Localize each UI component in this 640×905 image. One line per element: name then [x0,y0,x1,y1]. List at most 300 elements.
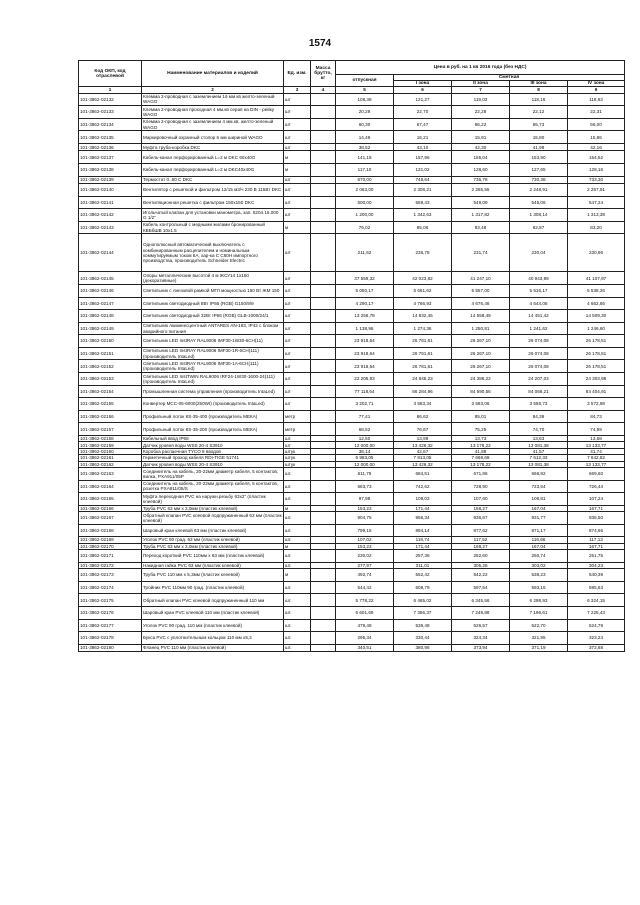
row-zone-2-price: 5 557,00 [452,284,510,297]
row-release-price: 6 983,05 [336,455,394,461]
header-name: Наименование материалов и изделий [142,61,284,87]
header-mass: Масса брутто, кг [311,61,336,87]
row-code: 101-3862-02162 [79,461,142,467]
row-name: Накидная гайка PVC 63 мм (пластик клеевой) [142,562,284,568]
column-number: 5 [336,87,394,93]
row-unit: м [284,569,311,582]
row-zone-2-price: 13 178,22 [452,461,510,467]
row-zone-2-price: 549,09 [452,196,510,209]
row-zone-4-price: 669,60 [568,468,625,481]
row-zone-2-price: 1 317,82 [452,209,510,222]
row-zone-1-price: 536,48 [394,619,452,632]
row-release-price: 60,30 [336,118,394,131]
row-unit: метр [284,423,311,436]
row-zone-3-price: 41,99 [510,143,568,150]
row-zone-2-price: 41 247,10 [452,272,510,285]
row-zone-4-price: 4 662,66 [568,297,625,310]
row-zone-4-price: 84 404,91 [568,385,625,398]
row-mass [311,151,336,164]
row-zone-1-price: 85,06 [394,221,452,234]
row-zone-3-price: 871,17 [510,524,568,537]
row-zone-2-price: 252,60 [452,550,510,563]
row-zone-2-price: 41,88 [452,448,510,454]
row-zone-1-price: 559,43 [394,196,452,209]
row-zone-3-price: 7 612,33 [510,455,568,461]
table-row [79,524,625,537]
row-zone-3-price: 26 074,08 [510,335,568,348]
row-zone-3-price: 41,57 [510,448,568,454]
row-zone-2-price: 24 386,22 [452,373,510,386]
row-code: 101-3862-02150 [79,335,142,348]
row-zone-3-price: 250,74 [510,550,568,563]
row-name: Маркировочный охранный стопор 6 мм шириной WAGO [142,131,284,144]
row-zone-2-price: 14 558,49 [452,310,510,323]
row-unit: шт. [284,436,311,442]
row-code: 101-3862-02141 [79,196,142,209]
row-code: 101-3862-02164 [79,480,142,493]
row-zone-4-price: 66,00 [568,118,625,131]
column-number: 3 [284,87,311,93]
row-code: 101-3862-02154 [79,385,142,398]
row-zone-2-price: 526,57 [452,619,510,632]
column-number: 6 [394,87,452,93]
row-code: 101-3862-02155 [79,398,142,411]
row-mass [311,176,336,183]
row-zone-1-price: 956,34 [394,512,452,525]
row-zone-1-price: 67,47 [394,118,452,131]
row-mass [311,118,336,131]
row-name: Шаровый кран клеевой 63 мм (пластик клеевой) [142,524,284,537]
row-zone-3-price: 1 308,14 [510,209,568,222]
row-code: 101-3862-02168 [79,524,142,537]
table-row [79,347,625,360]
header-zone-4: IV зона [568,81,625,87]
row-unit: шт. [284,594,311,607]
row-code: 101-3862-02176 [79,606,142,619]
row-zone-1-price: 26 761,61 [394,360,452,373]
row-release-price: 20,29 [336,106,394,119]
table-row [79,297,625,310]
table-row [79,360,625,373]
table-row [79,322,625,335]
row-code: 101-3862-02153 [79,373,142,386]
row-release-price: 77,41 [336,410,394,423]
table-row [79,143,625,150]
row-zone-4-price: 5 538,26 [568,284,625,297]
row-zone-3-price: 371,19 [510,644,568,651]
row-zone-4-price: 13,68 [568,436,625,442]
row-zone-4-price: 41,74 [568,448,625,454]
row-zone-4-price: 154,52 [568,151,625,164]
row-zone-3-price: 14 451,42 [510,310,568,323]
row-zone-4-price: 595,63 [568,581,625,594]
row-code: 101-3862-02146 [79,284,142,297]
row-unit: шт [284,373,311,386]
table-row [79,550,625,563]
row-code: 101-3862-02156 [79,410,142,423]
row-zone-1-price: 171,44 [394,505,452,511]
row-zone-1-price: 749,64 [394,176,452,183]
row-zone-2-price: 597,54 [452,581,510,594]
row-zone-3-price: 303,02 [510,562,568,568]
row-code: 101-3862-02166 [79,505,142,511]
table-row [79,272,625,285]
row-release-price: 107,02 [336,537,394,543]
row-zone-3-price: 5 516,17 [510,284,568,297]
table-row [79,196,625,209]
table-row [79,619,625,632]
table-row [79,221,625,234]
row-zone-1-price: 311,01 [394,562,452,568]
table-row [79,118,625,131]
row-zone-1-price: 14 832,45 [394,310,452,323]
column-number: 2 [142,87,284,93]
row-zone-4-price: 733,30 [568,176,625,183]
row-zone-3-price: 13,63 [510,436,568,442]
header-zone-2: II зона [452,81,510,87]
row-zone-4-price: 13 133,77 [568,461,625,467]
row-zone-1-price: 109,03 [394,493,452,506]
row-zone-2-price: 128,60 [452,163,510,176]
row-zone-1-price: 171,44 [394,543,452,549]
table-row [79,632,625,645]
row-zone-2-price: 13,73 [452,436,510,442]
row-unit: шт [284,297,311,310]
row-zone-3-price: 1 241,62 [510,322,568,335]
row-release-price: 117,10 [336,163,394,176]
row-zone-2-price: 13 178,22 [452,442,510,448]
row-unit: штук [284,455,311,461]
row-release-price: 6 601,69 [336,606,394,619]
row-zone-4-price: 6 324,15 [568,594,625,607]
row-mass [311,163,336,176]
row-name: Датчик уровня воды WSS 20-4 S3910 [142,461,284,467]
row-mass [311,221,336,234]
row-mass [311,234,336,272]
row-zone-2-price: 671,86 [452,468,510,481]
row-zone-4-price: 1 313,38 [568,209,625,222]
row-zone-4-price: 540,39 [568,569,625,582]
row-zone-4-price: 874,66 [568,524,625,537]
table-row [79,310,625,323]
page-number: 1574 [308,38,332,49]
row-zone-3-price: 15,80 [510,131,568,144]
row-zone-1-price: 5 651,62 [394,284,452,297]
row-zone-1-price: 86 284,96 [394,385,452,398]
row-unit: шт. [284,632,311,645]
row-zone-4-price: 107,24 [568,493,625,506]
row-name: Светильник светодиодный 8Вт IP66 (RGB) G150/9/9 [142,297,284,310]
row-zone-1-price: 330,44 [394,632,452,645]
row-code: 101-3862-02149 [79,322,142,335]
row-unit: штук [284,448,311,454]
row-name: Переход короткий PVC 110мм х 63 мм (пластик клеевой) [142,550,284,563]
row-release-price: 12 000,00 [336,461,394,467]
row-zone-4-price: 84,73 [568,410,625,423]
row-zone-3-price: 153,90 [510,151,568,164]
row-zone-3-price: 40 943,99 [510,272,568,285]
row-release-price: 3 202,71 [336,398,394,411]
row-mass [311,272,336,285]
row-unit: шт [284,335,311,348]
price-table [78,60,625,652]
row-zone-2-price: 936,67 [452,512,510,525]
row-unit: шт. [284,562,311,568]
row-mass [311,493,336,506]
row-zone-2-price: 26 267,10 [452,360,510,373]
row-mass [311,619,336,632]
row-code: 101-3862-02170 [79,543,142,549]
row-zone-2-price: 107,60 [452,493,510,506]
table-row [79,493,625,506]
row-code: 101-3862-02178 [79,632,142,645]
row-code: 101-3862-02138 [79,163,142,176]
row-mass [311,93,336,106]
row-zone-2-price: 66,22 [452,118,510,131]
row-name: Уголок PVC 90 град. 63 мм (пластик клеевой) [142,537,284,543]
row-zone-2-price: 2 265,55 [452,183,510,196]
table-row [79,209,625,222]
row-release-price: 670,00 [336,176,394,183]
row-name: Обратный клапан PVC клеевой подпружиненный 110 мм [142,594,284,607]
row-zone-1-price: 684,51 [394,468,452,481]
row-code: 101-3862-02165 [79,493,142,506]
row-zone-4-price: 167,71 [568,543,625,549]
row-mass [311,322,336,335]
row-zone-1-price: 22,70 [394,106,452,119]
row-zone-1-price: 6 465,02 [394,594,452,607]
price-table-body [79,93,625,651]
row-release-price: 904,75 [336,512,394,525]
row-code: 101-3862-02132 [79,93,142,106]
row-name: Букса PVC с уплотнительным кольцом 110 мм х5,3 [142,632,284,645]
row-zone-3-price: 7 196,61 [510,606,568,619]
row-zone-3-price: 118,16 [510,93,568,106]
row-zone-1-price: 1 274,36 [394,322,452,335]
row-zone-3-price: 6 298,93 [510,594,568,607]
table-row [79,385,625,398]
row-zone-1-price: 131,02 [394,163,452,176]
row-zone-3-price: 26 074,08 [510,360,568,373]
row-zone-3-price: 593,15 [510,581,568,594]
row-release-price: 500,00 [336,196,394,209]
row-zone-2-price: 119,03 [452,93,510,106]
row-zone-1-price: 13 426,32 [394,461,452,467]
row-release-price: 23 918,64 [336,347,394,360]
table-row [79,594,625,607]
row-release-price: 340,51 [336,644,394,651]
row-code: 101-3862-02157 [79,423,142,436]
row-code: 101-3862-02137 [79,151,142,164]
row-release-price: 14,49 [336,131,394,144]
table-row [79,151,625,164]
row-release-price: 4 290,17 [336,297,394,310]
row-zone-1-price: 4 766,93 [394,297,452,310]
row-zone-2-price: 15,91 [452,131,510,144]
row-zone-4-price: 26 178,51 [568,347,625,360]
row-code: 101-3862-02142 [79,209,142,222]
row-zone-2-price: 168,27 [452,505,510,511]
row-zone-1-price: 157,96 [394,151,452,164]
row-code: 101-3862-02133 [79,106,142,119]
row-name: Светильник LED InstRAY RAL9006 IMF30-1R-6CH(111) (производитель IntaLed) [142,347,284,360]
row-zone-3-price: 230,04 [510,234,568,272]
row-zone-4-price: 3 572,98 [568,398,625,411]
row-mass [311,310,336,323]
table-row [79,606,625,619]
row-zone-1-price: 26 761,61 [394,335,452,348]
row-code: 101-3862-02143 [79,221,142,234]
row-code: 101-3862-02167 [79,512,142,525]
row-mass [311,581,336,594]
row-zone-1-price: 380,98 [394,644,452,651]
row-release-price: 479,49 [336,619,394,632]
row-name: Светильник с линзовой рамкой МГЛ мощностью 150 Вт ЖМ 150 [142,284,284,297]
column-number: 4 [311,87,336,93]
row-name: Игольчатый клапан для установки манометра, зап. 5204.16.000 G 1/2" [142,209,284,222]
row-release-price: 230,02 [336,550,394,563]
row-unit: м [284,543,311,549]
row-name: Вентилятор с решеткой и фильтром 12/15 м3/ч 230 В 115Вт DKC [142,183,284,196]
row-name: Клемма 2-проводная проходная 4 мм.кв серая на DIN - рейку WAGO [142,106,284,119]
row-unit: метр [284,410,311,423]
row-release-price: 38,52 [336,143,394,150]
row-zone-4-price: 2 257,91 [568,183,625,196]
table-row [79,644,625,651]
table-row [79,131,625,144]
row-release-price: 1 200,00 [336,209,394,222]
row-name: Вентиляционная решетка с фильтром 150х150 DKC [142,196,284,209]
row-name: Светильник люминесцентный ANTARES AN-193, IP42 с блоком аварийного питания [142,322,284,335]
row-code: 101-3862-02148 [79,310,142,323]
row-zone-2-price: 373,94 [452,644,510,651]
row-release-price: 22 205,93 [336,373,394,386]
row-zone-4-price: 372,68 [568,644,625,651]
row-code: 101-3862-02152 [79,360,142,373]
row-mass [311,644,336,651]
row-code: 101-3862-02160 [79,448,142,454]
row-unit: м [284,221,311,234]
row-mass [311,297,336,310]
row-mass [311,423,336,436]
row-unit: шт. [284,524,311,537]
row-zone-2-price: 6 345,56 [452,594,510,607]
row-unit: м [284,151,311,164]
table-row [79,373,625,386]
row-unit: м [284,163,311,176]
row-zone-3-price: 24 207,03 [510,373,568,386]
table-row [79,176,625,183]
table-row [79,93,625,106]
row-release-price: 211,62 [336,234,394,272]
row-zone-2-price: 22,28 [452,106,510,119]
row-unit: шт. [284,606,311,619]
row-zone-1-price: 7 386,37 [394,606,452,619]
row-zone-4-price: 24 303,98 [568,373,625,386]
row-zone-4-price: 14 509,30 [568,310,625,323]
row-name: Светильник LED InstRAY RAL9006 IMF30-1A-6CH(111) (производитель IntaLed) [142,360,284,373]
row-release-price: 492,74 [336,569,394,582]
row-name: Промышленная система управления (производитель IntaLed) [142,385,284,398]
row-unit: шт. [284,619,311,632]
row-zone-1-price: 119,74 [394,537,452,543]
row-release-price: 12,50 [336,436,394,442]
row-release-price: 76,02 [336,221,394,234]
row-code: 101-3862-02173 [79,569,142,582]
row-mass [311,131,336,144]
row-mass [311,360,336,373]
row-mass [311,347,336,360]
row-code: 101-3862-02147 [79,297,142,310]
row-name: Светильник светодиодный 32Вт IP66 (RGB) GLB-1000/24/1 [142,310,284,323]
row-unit: м [284,505,311,511]
row-zone-3-price: 538,23 [510,569,568,582]
row-zone-4-price: 74,99 [568,423,625,436]
row-code: 101-3862-02175 [79,594,142,607]
row-mass [311,106,336,119]
row-zone-4-price: 524,79 [568,619,625,632]
header-unit: Ед. изм. [284,61,311,87]
row-name: Профильный лоток КS-35-400 (производитель МЕКА) [142,410,284,423]
row-unit: шт [284,143,311,150]
row-zone-1-price: 13,99 [394,436,452,442]
row-release-price: 13 256,78 [336,310,394,323]
table-row [79,423,625,436]
column-number: 7 [452,87,510,93]
row-unit: шт [284,272,311,285]
row-zone-4-price: 83,20 [568,221,625,234]
row-zone-1-price: 7 813,05 [394,455,452,461]
row-zone-1-price: 16,21 [394,131,452,144]
row-unit: шт [284,183,311,196]
row-unit: шт. [284,537,311,543]
row-mass [311,373,336,386]
row-name: Опоры металлические высотой 4 м ЖСУ14 1х150 (декоративные) [142,272,284,285]
row-unit: шт [284,106,311,119]
row-name: Труба PVC 63 мм х 3,0мм (пластик клеевой) [142,543,284,549]
row-zone-3-price: 127,65 [510,163,568,176]
row-zone-3-price: 84 068,21 [510,385,568,398]
header-release: отпускная [336,75,394,87]
row-release-price: 2 063,00 [336,183,394,196]
row-code: 101-3862-02151 [79,347,142,360]
row-mass [311,410,336,423]
row-zone-2-price: 26 267,10 [452,335,510,348]
row-zone-4-price: 42,16 [568,143,625,150]
row-unit: шт [284,347,311,360]
row-code: 101-3862-02159 [79,442,142,448]
row-zone-4-price: 26 178,51 [568,360,625,373]
row-zone-3-price: 666,92 [510,468,568,481]
row-zone-1-price: 13 426,32 [394,442,452,448]
row-zone-2-price: 728,90 [452,480,510,493]
table-row [79,163,625,176]
row-zone-4-price: 7 225,43 [568,606,625,619]
row-code: 101-3862-02135 [79,131,142,144]
row-zone-1-price: 608,79 [394,581,452,594]
row-zone-3-price: 3 558,73 [510,398,568,411]
row-release-price: 663,73 [336,480,394,493]
row-zone-2-price: 84 690,56 [452,385,510,398]
row-mass [311,183,336,196]
row-zone-2-price: 7 249,88 [452,606,510,619]
row-zone-2-price: 735,78 [452,176,510,183]
row-zone-3-price: 167,04 [510,543,568,549]
row-zone-4-price: 41 107,97 [568,272,625,285]
row-zone-1-price: 76,67 [394,423,452,436]
row-zone-4-price: 15,86 [568,131,625,144]
row-name: Клемма 2-проводная с заземлением 16 мм кв желто-зеленый WAGO [142,93,284,106]
